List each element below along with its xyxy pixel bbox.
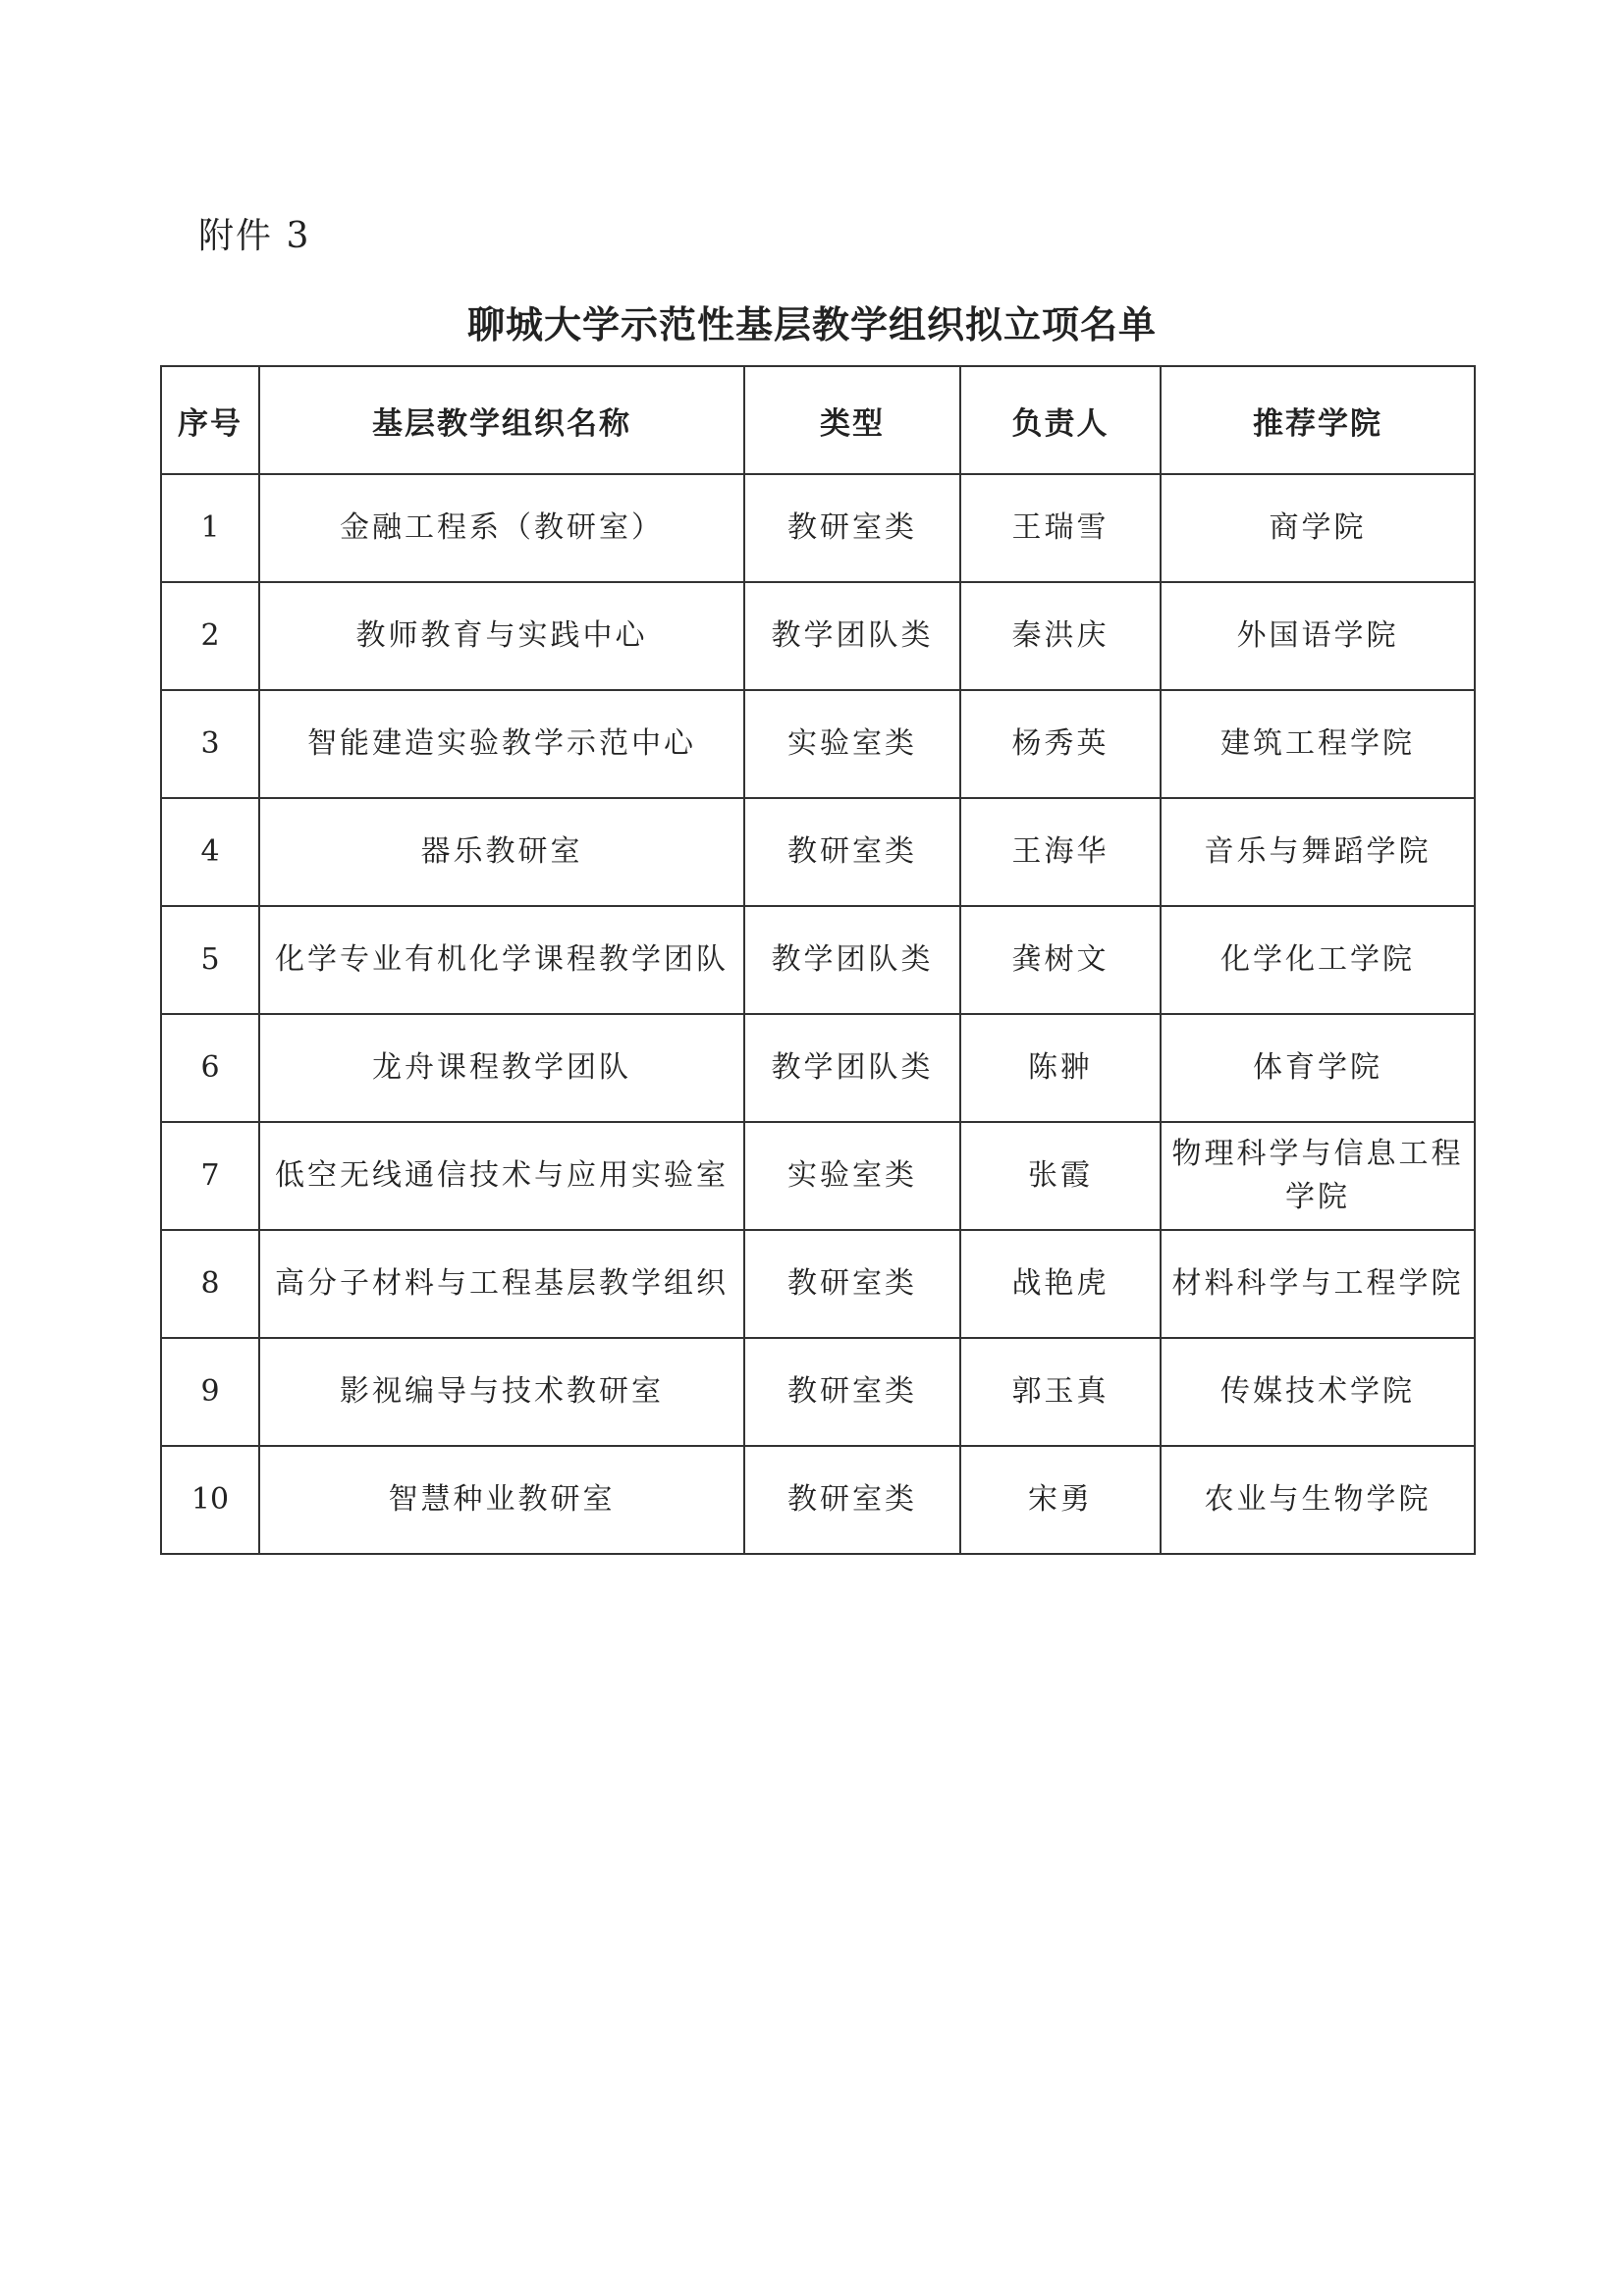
cell-leader: 龚树文 xyxy=(960,906,1161,1014)
cell-index: 9 xyxy=(161,1338,259,1446)
cell-type: 教研室类 xyxy=(744,1446,960,1554)
cell-leader: 王瑞雪 xyxy=(960,474,1161,582)
cell-college: 农业与生物学院 xyxy=(1161,1446,1475,1554)
table-row xyxy=(161,1230,1475,1338)
cell-index: 8 xyxy=(161,1230,259,1338)
cell-leader: 杨秀英 xyxy=(960,690,1161,798)
cell-type: 教研室类 xyxy=(744,1230,960,1338)
project-list-table xyxy=(160,365,1476,1555)
table-row xyxy=(161,1122,1475,1230)
cell-org-name: 器乐教研室 xyxy=(259,798,744,906)
header-org-name: 基层教学组织名称 xyxy=(259,366,744,474)
header-type: 类型 xyxy=(744,366,960,474)
cell-org-name: 低空无线通信技术与应用实验室 xyxy=(259,1122,744,1230)
header-college: 推荐学院 xyxy=(1161,366,1475,474)
cell-college: 外国语学院 xyxy=(1161,582,1475,690)
cell-org-name: 金融工程系（教研室） xyxy=(259,474,744,582)
cell-index: 1 xyxy=(161,474,259,582)
cell-college: 物理科学与信息工程学院 xyxy=(1161,1122,1475,1230)
document-title: 聊城大学示范性基层教学组织拟立项名单 xyxy=(466,303,1157,347)
cell-college: 化学化工学院 xyxy=(1161,906,1475,1014)
cell-type: 教学团队类 xyxy=(744,1014,960,1122)
cell-college: 体育学院 xyxy=(1161,1014,1475,1122)
cell-org-name: 智能建造实验教学示范中心 xyxy=(259,690,744,798)
cell-leader: 陈翀 xyxy=(960,1014,1161,1122)
table-row xyxy=(161,474,1475,582)
cell-college: 传媒技术学院 xyxy=(1161,1338,1475,1446)
attachment-label: 附件 3 xyxy=(198,216,311,256)
cell-org-name: 龙舟课程教学团队 xyxy=(259,1014,744,1122)
cell-org-name: 教师教育与实践中心 xyxy=(259,582,744,690)
cell-college: 材料科学与工程学院 xyxy=(1161,1230,1475,1338)
cell-type: 教研室类 xyxy=(744,1338,960,1446)
cell-type: 教研室类 xyxy=(744,474,960,582)
cell-org-name: 影视编导与技术教研室 xyxy=(259,1338,744,1446)
header-leader: 负责人 xyxy=(960,366,1161,474)
cell-org-name: 智慧种业教研室 xyxy=(259,1446,744,1554)
cell-index: 6 xyxy=(161,1014,259,1122)
cell-leader: 王海华 xyxy=(960,798,1161,906)
cell-college: 建筑工程学院 xyxy=(1161,690,1475,798)
cell-leader: 战艳虎 xyxy=(960,1230,1161,1338)
header-index: 序号 xyxy=(161,366,259,474)
cell-index: 3 xyxy=(161,690,259,798)
table-header-row xyxy=(161,366,1475,474)
cell-leader: 张霞 xyxy=(960,1122,1161,1230)
cell-org-name: 化学专业有机化学课程教学团队 xyxy=(259,906,744,1014)
cell-type: 实验室类 xyxy=(744,690,960,798)
cell-index: 10 xyxy=(161,1446,259,1554)
cell-leader: 秦洪庆 xyxy=(960,582,1161,690)
table-row xyxy=(161,582,1475,690)
cell-type: 教研室类 xyxy=(744,798,960,906)
cell-org-name: 高分子材料与工程基层教学组织 xyxy=(259,1230,744,1338)
table-row xyxy=(161,1014,1475,1122)
cell-leader: 宋勇 xyxy=(960,1446,1161,1554)
cell-college: 音乐与舞蹈学院 xyxy=(1161,798,1475,906)
table-row xyxy=(161,798,1475,906)
cell-index: 4 xyxy=(161,798,259,906)
cell-type: 实验室类 xyxy=(744,1122,960,1230)
table-row xyxy=(161,906,1475,1014)
cell-type: 教学团队类 xyxy=(744,906,960,1014)
table-row xyxy=(161,1446,1475,1554)
table-row xyxy=(161,690,1475,798)
cell-leader: 郭玉真 xyxy=(960,1338,1161,1446)
cell-index: 7 xyxy=(161,1122,259,1230)
cell-college: 商学院 xyxy=(1161,474,1475,582)
cell-type: 教学团队类 xyxy=(744,582,960,690)
cell-index: 5 xyxy=(161,906,259,1014)
table-row xyxy=(161,1338,1475,1446)
cell-index: 2 xyxy=(161,582,259,690)
